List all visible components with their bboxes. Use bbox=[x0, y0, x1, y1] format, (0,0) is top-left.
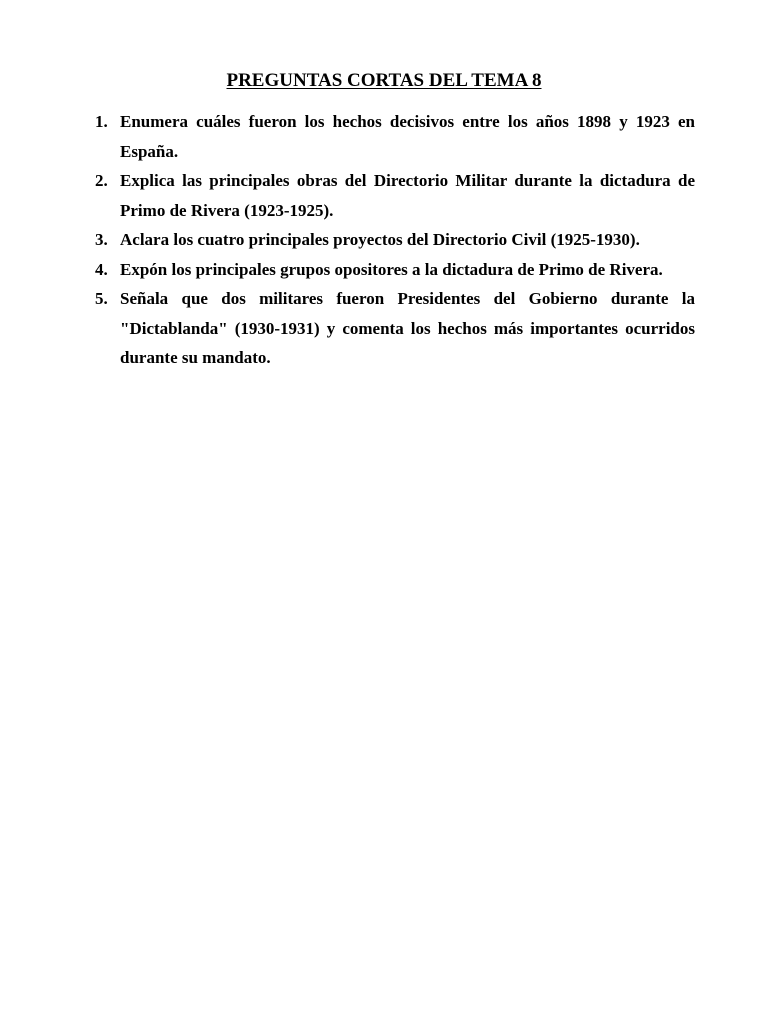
question-text: Enumera cuáles fueron los hechos decisivos entre los años 1898 y 1923 en España. bbox=[120, 112, 695, 161]
question-number: 5. bbox=[95, 289, 108, 308]
question-text: Explica las principales obras del Directorio Militar durante la dictadura de Primo de Rivera (1923-1925). bbox=[120, 171, 695, 220]
question-text: Aclara los cuatro principales proyectos del Directorio Civil (1925-1930). bbox=[120, 230, 640, 249]
question-number: 4. bbox=[95, 259, 108, 279]
question-item-5 bbox=[0, 284, 768, 373]
question-item-2 bbox=[0, 166, 768, 225]
question-number: 1. bbox=[95, 112, 108, 131]
question-item-3 bbox=[0, 225, 768, 255]
document-title: PREGUNTAS CORTAS DEL TEMA 8 bbox=[226, 70, 542, 91]
question-number: 3. bbox=[95, 230, 108, 249]
question-number: 2. bbox=[95, 171, 108, 190]
question-item-4 bbox=[0, 255, 768, 285]
question-text: Señala que dos militares fueron Presidentes del Gobierno durante la "Dictablanda" (1930-1931) y comenta los hechos más importantes ocurridos durante su mandato. bbox=[120, 289, 695, 367]
question-list bbox=[0, 107, 768, 373]
question-item-1 bbox=[0, 107, 768, 166]
question-text: Expón los principales grupos opositores a la dictadura de Primo de Rivera. bbox=[120, 259, 663, 279]
